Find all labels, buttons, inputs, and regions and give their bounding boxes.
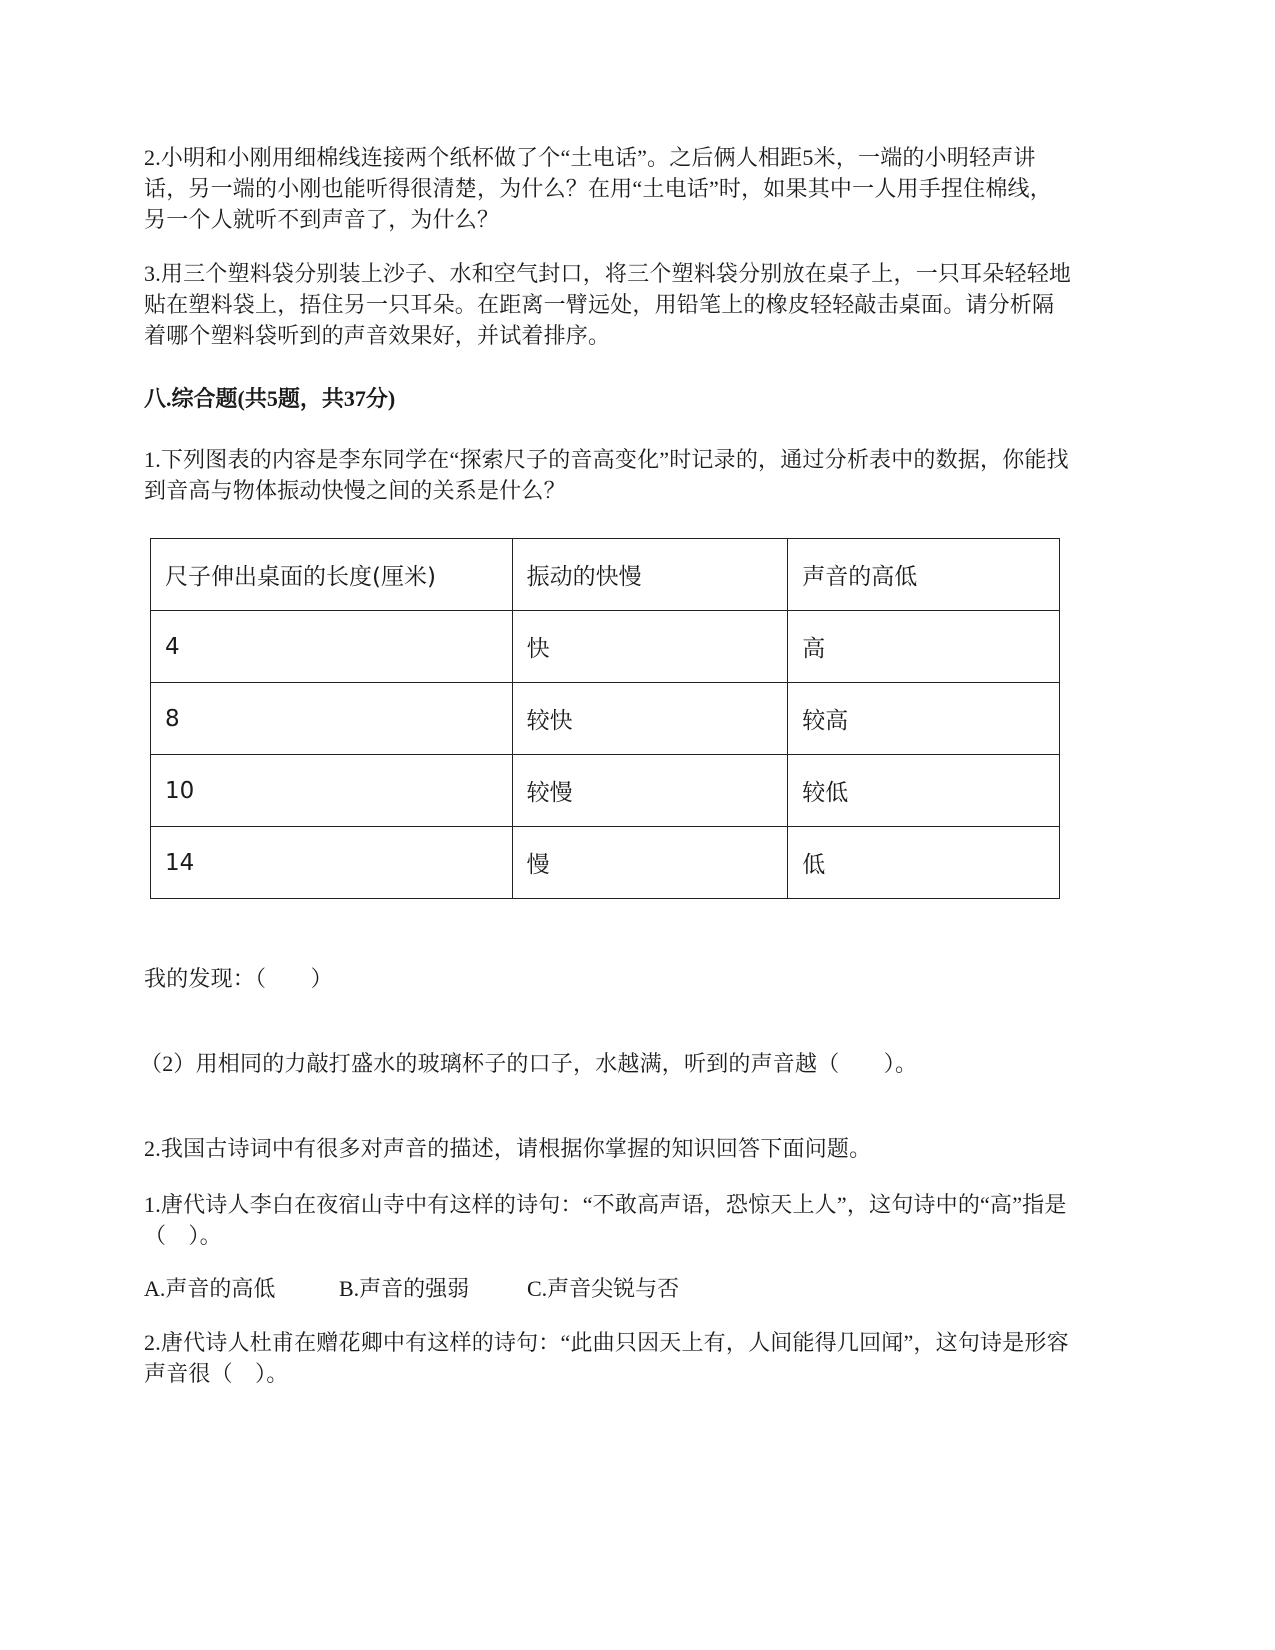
table-cell-vibration: 较快 <box>512 683 788 755</box>
table-cell-length: 4 <box>151 611 513 683</box>
table-cell-length: 14 <box>151 827 513 899</box>
table-row <box>151 683 1060 755</box>
table-header-pitch: 声音的高低 <box>788 539 1060 611</box>
table-cell-vibration: 快 <box>512 611 788 683</box>
option-a: A.声音的高低 <box>144 1276 276 1301</box>
table-row <box>151 755 1060 827</box>
section8-question-2-sub-2: 2.唐代诗人杜甫在赠花卿中有这样的诗句：“此曲只因天上有，人间能得几回闻”，这句诗是形容声音很（ ）。 <box>144 1330 1069 1386</box>
table-cell-pitch: 较高 <box>788 683 1060 755</box>
table-cell-vibration: 慢 <box>512 827 788 899</box>
table-cell-pitch: 较低 <box>788 755 1060 827</box>
table-header-row <box>151 539 1060 611</box>
table-header-vibration: 振动的快慢 <box>512 539 788 611</box>
table-header-length: 尺子伸出桌面的长度(厘米) <box>151 539 513 611</box>
option-b: B.声音的强弱 <box>339 1276 470 1301</box>
section-heading-comprehensive: 八.综合题(共5题，共37分) <box>144 386 396 411</box>
table-cell-length: 8 <box>151 683 513 755</box>
section8-question-1: 1.下列图表的内容是李东同学在“探索尺子的音高变化”时记录的，通过分析表中的数据，你能找到音高与物体振动快慢之间的关系是什么？ <box>144 447 1069 503</box>
section8-question-2-sub-1: 1.唐代诗人李白在夜宿山寺中有这样的诗句：“不敢高声语，恐惊天上人”，这句诗中的“高”指是（ ）。 <box>144 1192 1067 1248</box>
section8-question-2: 2.我国古诗词中有很多对声音的描述，请根据你掌握的知识回答下面问题。 <box>144 1136 872 1161</box>
option-c: C.声音尖锐与否 <box>527 1276 680 1301</box>
table-cell-length: 10 <box>151 755 513 827</box>
table-cell-vibration: 较慢 <box>512 755 788 827</box>
table-cell-pitch: 低 <box>788 827 1060 899</box>
ruler-pitch-table <box>150 538 1060 899</box>
my-finding-blank: 我的发现：（ ） <box>144 966 333 991</box>
question-3-plastic-bags: 3.用三个塑料袋分别装上沙子、水和空气封口，将三个塑料袋分别放在桌子上，一只耳朵轻轻地贴在塑料袋上，捂住另一只耳朵。在距离一臂远处，用铅笔上的橡皮轻轻敲击桌面。请分析隔着哪个塑料袋听到的声音效果好，并试着排序。 <box>144 261 1072 348</box>
table-cell-pitch: 高 <box>788 611 1060 683</box>
answer-options <box>144 1273 679 1304</box>
section8-question-1-part-2: （2）用相同的力敲打盛水的玻璃杯子的口子，水越满，听到的声音越（ ）。 <box>140 1051 918 1076</box>
table-row <box>151 827 1060 899</box>
table-row <box>151 611 1060 683</box>
question-2-paper-cup-phone: 2.小明和小刚用细棉线连接两个纸杯做了个“土电话”。之后俩人相距5米，一端的小明轻声讲话，另一端的小刚也能听得很清楚，为什么？在用“土电话”时，如果其中一人用手捏住棉线，另一个人就听不到声音了，为什么？ <box>144 145 1052 232</box>
